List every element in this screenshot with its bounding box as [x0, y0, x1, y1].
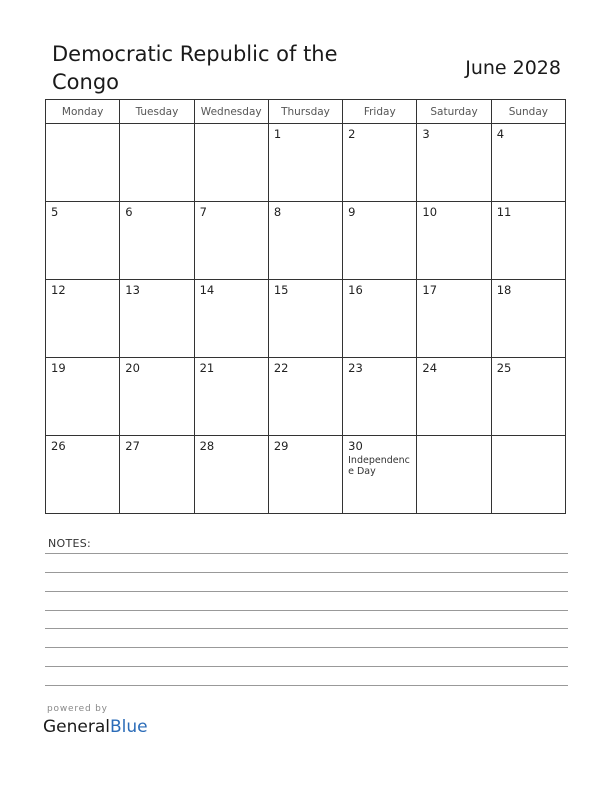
day-cell — [46, 280, 120, 358]
day-number: 11 — [496, 205, 512, 219]
day-number: 18 — [496, 283, 512, 297]
weekday-saturday: Saturday — [417, 100, 491, 124]
notes-line — [45, 572, 568, 573]
day-cell — [194, 358, 268, 436]
holiday-label: Independence Day — [348, 455, 410, 477]
day-number: 15 — [273, 283, 289, 297]
day-cell — [417, 436, 491, 514]
day-number: 29 — [273, 439, 289, 453]
day-cell — [343, 124, 417, 202]
day-cell — [120, 280, 194, 358]
brand-general: General — [43, 717, 110, 737]
day-cell — [491, 280, 565, 358]
week-row — [46, 280, 566, 358]
day-cell — [46, 358, 120, 436]
day-number: 22 — [273, 361, 289, 375]
day-cell — [46, 202, 120, 280]
day-number: 20 — [125, 361, 140, 375]
day-number: 16 — [348, 283, 363, 297]
day-cell — [491, 436, 565, 514]
day-number: 28 — [199, 439, 215, 453]
day-cell — [46, 436, 120, 514]
day-number: 5 — [51, 205, 59, 219]
day-cell — [417, 202, 491, 280]
notes-line — [45, 610, 568, 611]
day-cell — [194, 202, 268, 280]
weekday-friday: Friday — [343, 100, 417, 124]
day-cell — [268, 280, 342, 358]
week-row — [46, 202, 566, 280]
day-number: 2 — [348, 127, 356, 141]
day-number: 24 — [422, 361, 438, 375]
day-number: 23 — [348, 361, 363, 375]
weekday-sunday: Sunday — [491, 100, 565, 124]
calendar-grid — [45, 99, 566, 514]
day-cell — [120, 358, 194, 436]
day-cell — [120, 436, 194, 514]
week-row — [46, 436, 566, 514]
day-number: 17 — [422, 283, 438, 297]
day-cell — [343, 436, 417, 514]
day-number: 6 — [125, 205, 133, 219]
day-cell — [194, 280, 268, 358]
day-number: 13 — [125, 283, 140, 297]
notes-line — [45, 647, 568, 648]
day-number: 3 — [422, 127, 430, 141]
month-year: June 2028 — [465, 57, 561, 79]
notes-label: NOTES: — [48, 537, 92, 550]
day-number: 26 — [51, 439, 66, 453]
weekday-thursday: Thursday — [268, 100, 342, 124]
day-cell — [491, 202, 565, 280]
day-number: 10 — [422, 205, 438, 219]
day-cell — [417, 124, 491, 202]
day-number: 19 — [51, 361, 66, 375]
day-cell — [194, 124, 268, 202]
day-number: 8 — [273, 205, 282, 219]
day-cell — [343, 280, 417, 358]
weekday-header-row — [46, 100, 566, 124]
day-cell — [194, 436, 268, 514]
weekday-wednesday: Wednesday — [194, 100, 268, 124]
day-cell — [491, 124, 565, 202]
day-cell — [343, 202, 417, 280]
notes-line — [45, 666, 568, 667]
day-cell — [417, 280, 491, 358]
generalblue-logo[interactable] — [43, 716, 148, 738]
page-title: Democratic Republic of the Congo — [52, 42, 338, 94]
notes-line — [45, 591, 568, 592]
day-cell — [120, 124, 194, 202]
notes-line — [45, 628, 568, 629]
day-number: 12 — [51, 283, 66, 297]
day-cell — [46, 124, 120, 202]
week-row — [46, 124, 566, 202]
day-number: 25 — [496, 361, 512, 375]
day-number: 1 — [273, 127, 282, 141]
day-cell — [491, 358, 565, 436]
day-number: 9 — [348, 205, 356, 219]
day-cell — [343, 358, 417, 436]
weekday-tuesday: Tuesday — [120, 100, 194, 124]
day-cell — [268, 358, 342, 436]
day-number: 4 — [496, 127, 505, 141]
weekday-monday: Monday — [46, 100, 120, 124]
day-cell — [268, 436, 342, 514]
day-cell — [417, 358, 491, 436]
day-cell — [120, 202, 194, 280]
notes-line — [45, 553, 568, 554]
week-row — [46, 358, 566, 436]
day-cell — [268, 124, 342, 202]
day-number: 30 — [348, 439, 363, 453]
brand-blue: Blue — [110, 717, 148, 737]
day-number: 7 — [199, 205, 207, 219]
day-cell — [268, 202, 342, 280]
notes-line — [45, 685, 568, 686]
day-number: 27 — [125, 439, 140, 453]
powered-by-text: powered by — [47, 704, 108, 714]
day-number: 21 — [199, 361, 215, 375]
day-number: 14 — [199, 283, 215, 297]
